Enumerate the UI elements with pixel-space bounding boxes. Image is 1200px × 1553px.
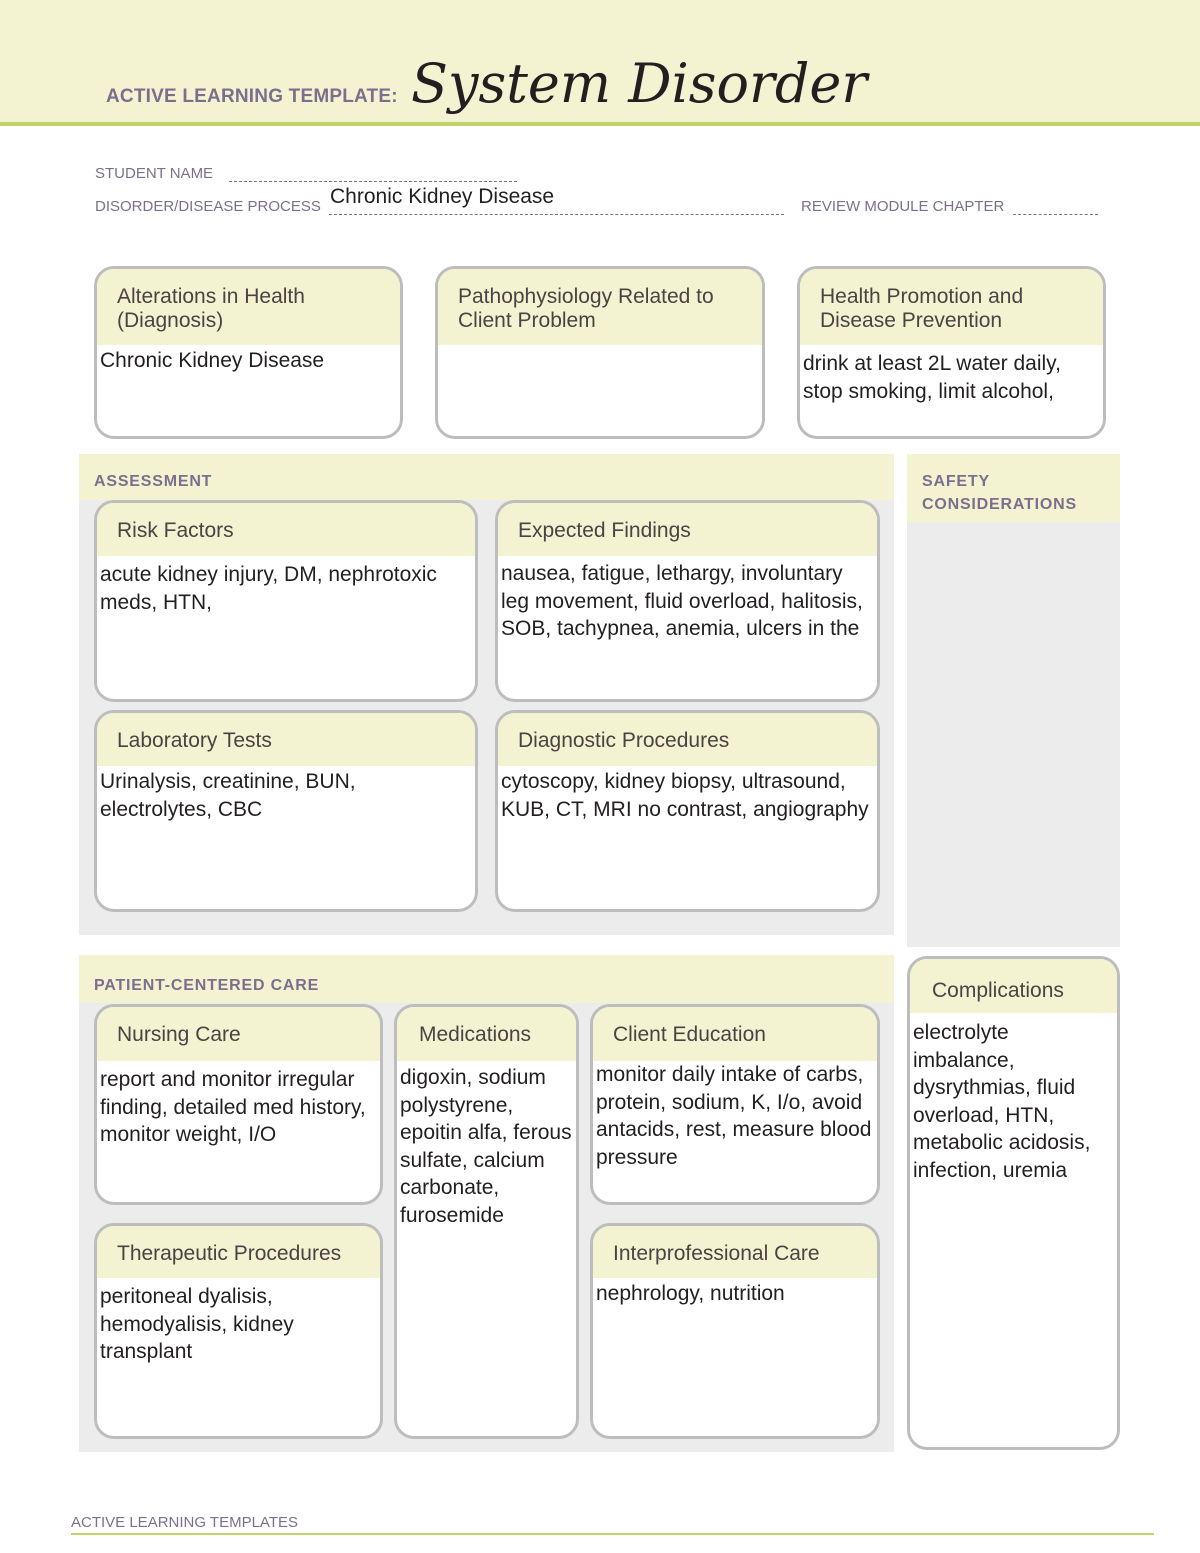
laboratory-tests-box — [94, 710, 478, 912]
health-promotion-text[interactable]: drink at least 2L water daily, stop smoking, limit alcohol, — [803, 352, 1061, 403]
review-module-label: REVIEW MODULE CHAPTER — [801, 198, 1005, 215]
interprofessional-care-text[interactable]: nephrology, nutrition — [596, 1282, 785, 1305]
medications-text[interactable]: digoxin, sodium polystyrene, epoitin alfa, ferous sulfate, calcium carbonate, furosemide — [400, 1066, 572, 1227]
interprofessional-care-box — [590, 1223, 880, 1439]
disorder-field[interactable]: Chronic Kidney Disease — [330, 185, 555, 208]
student-name-line — [229, 181, 517, 182]
complications-title: Complications — [910, 959, 1117, 1013]
alterations-title: Alterations in Health (Diagnosis) — [97, 269, 400, 345]
nursing-care-title: Nursing Care — [97, 1007, 380, 1061]
header-divider — [0, 122, 1200, 126]
template-title: System Disorder — [411, 52, 868, 115]
complications-text[interactable]: electrolyte imbalance, dysrythmias, fluid overload, HTN, metabolic acidosis, infection, uremia — [913, 1021, 1091, 1182]
therapeutic-procedures-title: Therapeutic Procedures — [97, 1226, 380, 1278]
expected-findings-box — [495, 500, 880, 702]
risk-factors-box — [94, 500, 478, 702]
medications-title: Medications — [397, 1007, 576, 1061]
interprofessional-care-title: Interprofessional Care — [593, 1226, 877, 1278]
medications-box — [394, 1004, 579, 1439]
diagnostic-procedures-title: Diagnostic Procedures — [498, 713, 877, 766]
diagnostic-procedures-box — [495, 710, 880, 912]
laboratory-tests-title: Laboratory Tests — [97, 713, 475, 766]
expected-findings-title: Expected Findings — [498, 503, 877, 556]
assessment-label: ASSESSMENT — [94, 473, 213, 490]
health-promotion-title: Health Promotion and Disease Prevention — [800, 269, 1103, 345]
nursing-care-box — [94, 1004, 383, 1205]
risk-factors-text[interactable]: acute kidney injury, DM, nephrotoxic meds, HTN, — [100, 563, 437, 614]
disorder-line — [329, 214, 784, 215]
student-name-label: STUDENT NAME — [95, 165, 214, 182]
template-prefix: ACTIVE LEARNING TEMPLATE: — [106, 86, 398, 107]
diagnostic-procedures-text[interactable]: cytoscopy, kidney biopsy, ultrasound, KUB, CT, MRI no contrast, angiography — [501, 770, 869, 821]
therapeutic-procedures-text[interactable]: peritoneal dyalisis, hemodyalisis, kidney transplant — [100, 1285, 294, 1363]
complications-box — [907, 956, 1120, 1450]
pathophysiology-box — [435, 266, 765, 439]
pathophysiology-text[interactable] — [438, 345, 762, 347]
alterations-box — [94, 266, 403, 439]
client-education-title: Client Education — [593, 1007, 877, 1061]
patient-centered-care-label: PATIENT-CENTERED CARE — [94, 977, 320, 994]
client-education-box — [590, 1004, 880, 1205]
therapeutic-procedures-box — [94, 1223, 383, 1439]
safety-section — [907, 454, 1120, 947]
laboratory-tests-text[interactable]: Urinalysis, creatinine, BUN, electrolytes, CBC — [100, 770, 356, 821]
safety-label: SAFETY CONSIDERATIONS — [922, 473, 1077, 513]
nursing-care-text[interactable]: report and monitor irregular finding, detailed med history, monitor weight, I/O — [100, 1068, 366, 1146]
alterations-text[interactable]: Chronic Kidney Disease — [100, 349, 325, 372]
client-education-text[interactable]: monitor daily intake of carbs, protein, sodium, K, I/o, avoid antacids, rest, measure blood pressure — [596, 1063, 872, 1169]
expected-findings-text[interactable]: nausea, fatigue, lethargy, involuntary leg movement, fluid overload, halitosis, SOB, tachypnea, anemia, ulcers in the — [501, 562, 863, 640]
risk-factors-title: Risk Factors — [97, 503, 475, 556]
footer-divider — [71, 1533, 1154, 1535]
footer-label: ACTIVE LEARNING TEMPLATES — [71, 1514, 298, 1531]
health-promotion-box — [797, 266, 1106, 439]
pathophysiology-title: Pathophysiology Related to Client Problem — [438, 269, 762, 345]
review-module-line — [1013, 214, 1098, 215]
disorder-label: DISORDER/DISEASE PROCESS — [95, 198, 321, 215]
